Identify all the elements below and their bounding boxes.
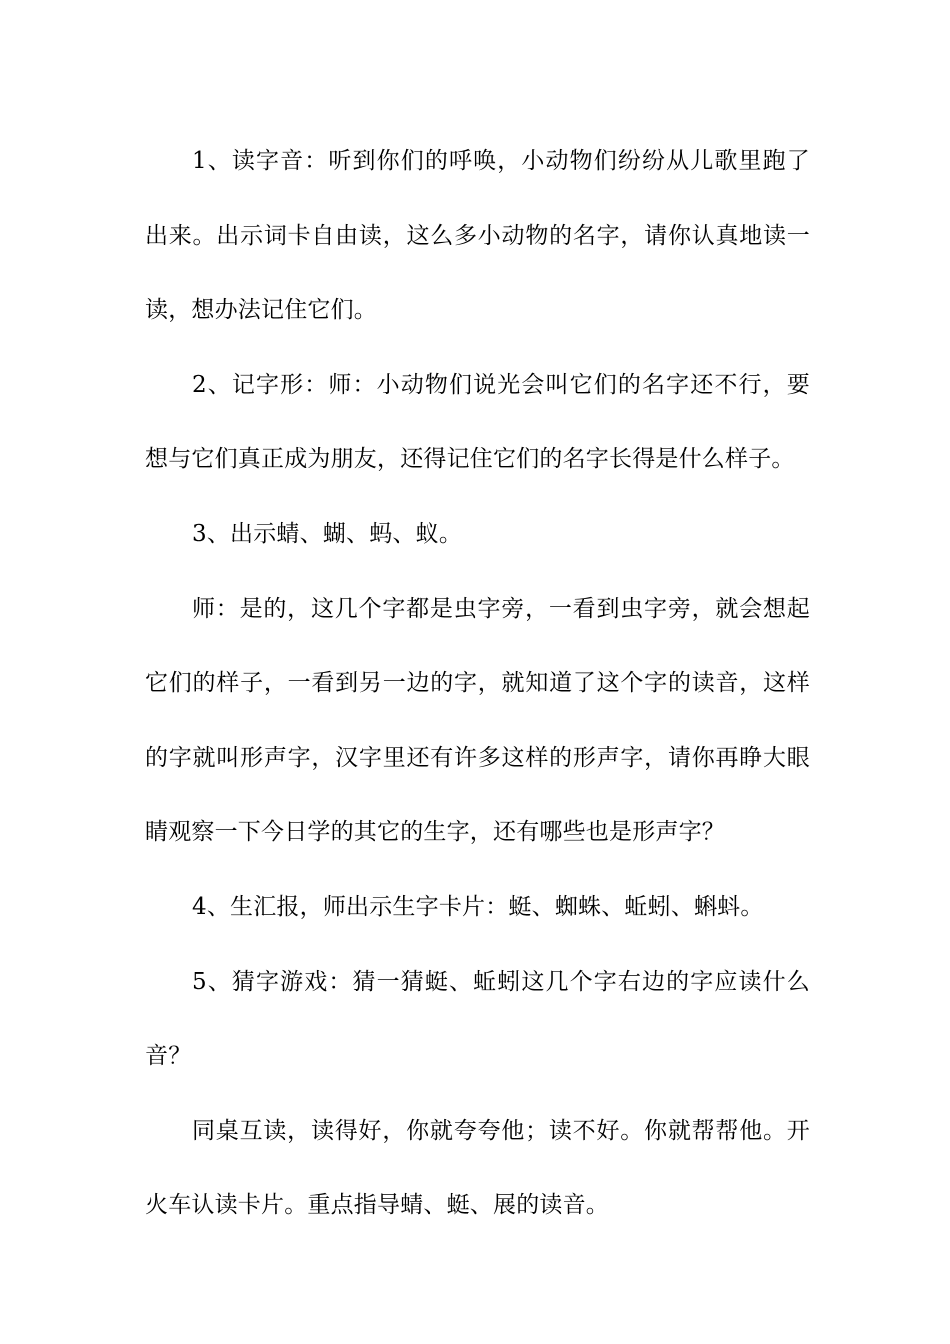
paragraph-read-pronunciation: 1、读字音：听到你们的呼唤，小动物们纷纷从儿歌里跑了出来。出示词卡自由读，这么多小动物的名字，请你认真地读一读，想办法记住它们。 <box>145 148 810 324</box>
paragraph-teacher-explanation: 师：是的，这几个字都是虫字旁，一看到虫字旁，就会想起它们的样子，一看到另一边的字，就知道了这个字的读音，这样的字就叫形声字，汉字里还有许多这样的形声字，请你再睁大眼睛观察一下今日学的其它的生字，还有哪些也是形声字？ <box>145 595 810 846</box>
paragraph-peer-reading: 同桌互读，读得好，你就夸夸他；读不好。你就帮帮他。开火车认读卡片。重点指导蜻、蜓、展的读音。 <box>145 1117 810 1219</box>
paragraph-show-characters: 3、出示蜻、蝴、蚂、蚁。 <box>192 520 463 547</box>
paragraph-guessing-game: 5、猜字游戏：猜一猜蜓、蚯蚓这几个字右边的字应读什么音？ <box>145 968 810 1070</box>
paragraph-student-report: 4、生汇报，师出示生字卡片：蜓、蜘蛛、蚯蚓、蝌蚪。 <box>192 893 764 920</box>
document-body <box>145 124 810 1243</box>
paragraph-remember-shape: 2、记字形：师：小动物们说光会叫它们的名字还不行，要想与它们真正成为朋友，还得记住它们的名字长得是什么样子。 <box>145 371 810 473</box>
